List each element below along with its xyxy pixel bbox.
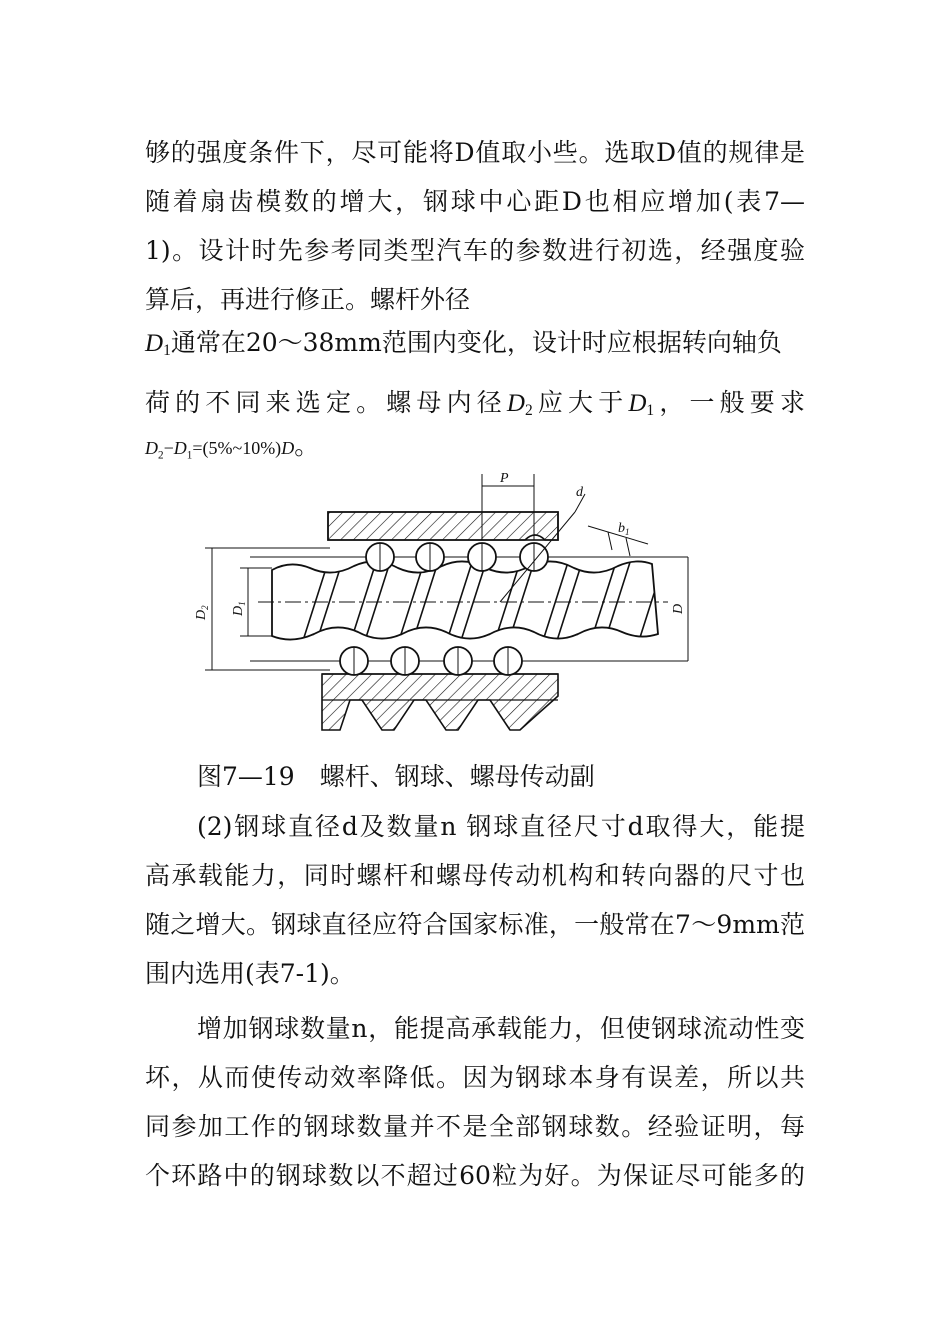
text-span: ，一般要求 bbox=[654, 388, 805, 417]
text-line: 围内选用(表7-1)。 bbox=[145, 959, 355, 988]
text-line: 1)。设计时先参考同类型汽车的参数进行初选，经强度验 bbox=[145, 236, 805, 265]
nut-upper bbox=[328, 512, 558, 540]
figure-caption: 图7—19 螺杆、钢球、螺母传动副 bbox=[197, 762, 595, 791]
text-line: 个环路中的钢球数以不超过60粒为好。为保证尽可能多的 bbox=[145, 1161, 805, 1190]
nut-lower bbox=[322, 674, 558, 730]
symbol-d1: $D_1$ bbox=[145, 330, 171, 359]
text-line: (2)钢球直径d及数量n 钢球直径尺寸d取得大，能提 bbox=[197, 812, 805, 841]
formula: $D_2-D_1=(5\%\sim 10\%)D$。 bbox=[145, 431, 320, 462]
text-line: 算后，再进行修正。螺杆外径 bbox=[145, 285, 471, 314]
text-span: 通常在20～38mm范围内变化，设计时应根据转向轴负 bbox=[170, 328, 782, 357]
lower-balls bbox=[250, 647, 688, 675]
text-line: 随之增大。钢球直径应符合国家标准，一般常在7～9mm范 bbox=[145, 910, 805, 939]
screw bbox=[258, 556, 668, 650]
text-line-inner-diameter bbox=[145, 386, 805, 428]
text-line: 增加钢球数量n，能提高承载能力，但使钢球流动性变 bbox=[197, 1014, 805, 1043]
symbol-d2: $D_2$ bbox=[506, 390, 533, 419]
symbol-d1: $D_1$ bbox=[628, 390, 655, 419]
text-line: 高承载能力，同时螺杆和螺母传动机构和转向器的尺寸也 bbox=[145, 861, 805, 890]
text-line: 够的强度条件下，尽可能将D值取小些。选取D值的规律是 bbox=[145, 138, 805, 167]
label-big-d: D bbox=[671, 603, 686, 614]
text-line: 随着扇齿模数的增大，钢球中心距D也相应增加(表7— bbox=[145, 187, 805, 216]
label-d2: $D_2$ bbox=[194, 605, 210, 620]
text-span: 荷的不同来选定。螺母内径 bbox=[145, 388, 507, 417]
label-b1: $b_1$ bbox=[618, 521, 630, 537]
text-line-outer-diameter bbox=[145, 326, 805, 368]
text-line: 同参加工作的钢球数量并不是全部钢球数。经验证明，每 bbox=[145, 1112, 805, 1141]
ball-screw-diagram bbox=[0, 460, 950, 760]
text-line: 坏，从而使传动效率降低。因为钢球本身有误差，所以共 bbox=[145, 1063, 805, 1092]
label-d: d bbox=[576, 485, 583, 500]
label-p: P bbox=[500, 471, 509, 486]
label-d1: $D_1$ bbox=[231, 601, 247, 616]
text-span: 应大于 bbox=[532, 388, 629, 417]
